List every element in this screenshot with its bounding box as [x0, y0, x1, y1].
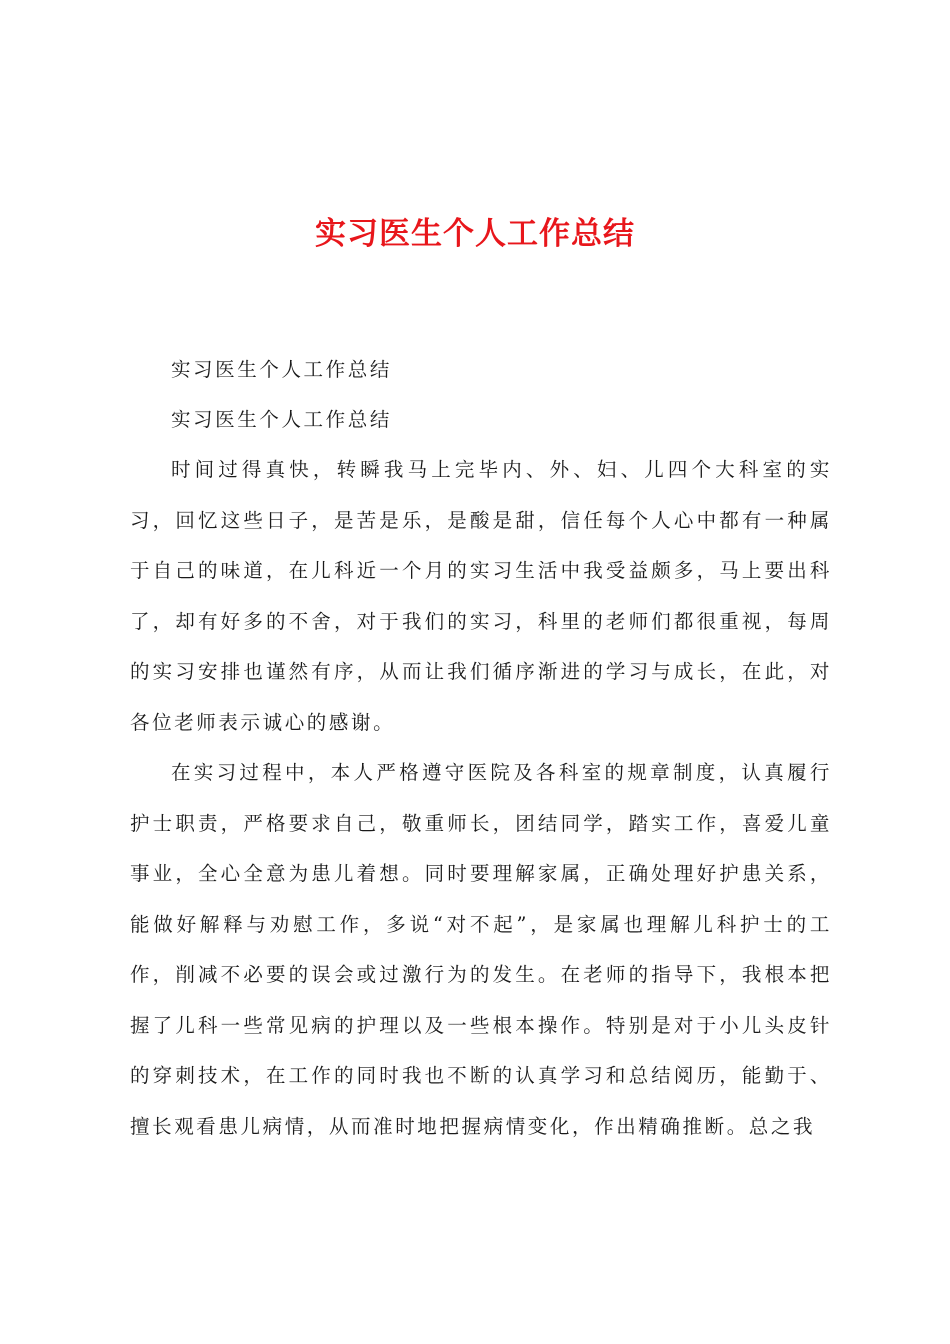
body-paragraph-1: 时间过得真快，转瞬我马上完毕内、外、妇、儿四个大科室的实习，回忆这些日子，是苦是乐，是酸是甜，信任每个人心中都有一种属于自己的味道，在儿科近一个月的实习生活中我受益颇多，马上要出科了，却有好多的不舍，对于我们的实习，科里的老师们都很重视，每周的实习安排也谨然有序，从而让我们循序渐进的学习与成长，在此，对各位老师表示诚心的感谢。: [130, 458, 832, 734]
body-heading-1: 实习医生个人工作总结: [170, 358, 392, 381]
document-body: [130, 345, 832, 1152]
document-title: 实习医生个人工作总结: [315, 216, 635, 252]
body-heading-2: 实习医生个人工作总结: [170, 408, 392, 431]
body-paragraph-2: 在实习过程中，本人严格遵守医院及各科室的规章制度，认真履行护士职责，严格要求自己，敬重师长，团结同学，踏实工作，喜爱儿童事业，全心全意为患儿着想。同时要理解家属，正确处理好护患关系，能做好解释与劝慰工作，多说“对不起”，是家属也理解儿科护士的工作，削减不必要的误会或过激行为的发生。在老师的指导下，我根本把握了儿科一些常见病的护理以及一些根本操作。特别是对于小儿头皮针的穿刺技术，在工作的同时我也不断的认真学习和总结阅历，能勤于、擅长观看患儿病情，从而准时地把握病情变化，作出精确推断。总之我: [130, 761, 832, 1138]
